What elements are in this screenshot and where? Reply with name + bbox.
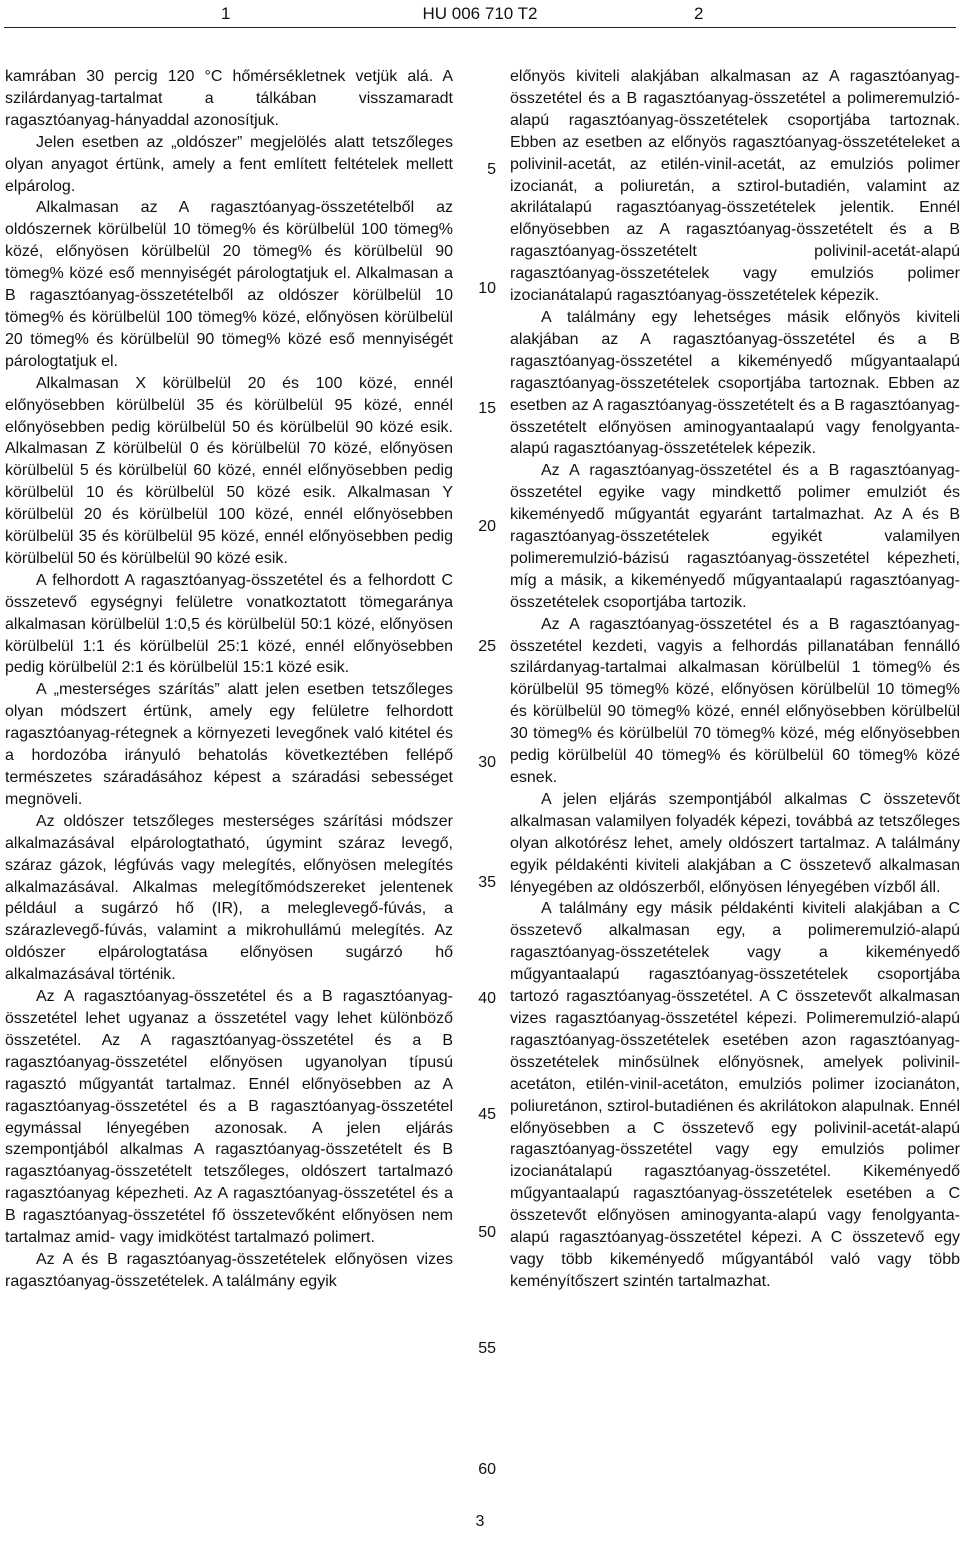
paragraph: kamrában 30 percig 120 °C hőmérsékletnek vetjük alá. A szilárdanyag-tartalmat a tálkában visszamaradt ragasztóanyag-hányaddal azonosítjuk.	[5, 68, 453, 129]
left-page-number: 1	[221, 4, 231, 23]
line-number: 20	[478, 518, 496, 535]
paragraph: Jelen esetben az „oldószer” megjelölés alatt tetszőleges olyan anyagot értünk, amely a fent említett feltételek mellett elpárolog.	[5, 133, 453, 195]
left-column	[5, 66, 453, 1293]
paragraph: A jelen eljárás szempontjából alkalmas C összetevőt alkalmasan valamilyen folyadék képezi, továbbá az tetszőleges olyan alkotórész lehet, amely oldószert tartalmaz. A találmány egyik példakénti kiviteli alakjában a C összetevő alkalmasan lényegében az oldószerből, előnyösen lényegében vízből áll.	[510, 790, 960, 896]
line-number: 15	[478, 400, 496, 417]
line-number: 30	[478, 754, 496, 771]
line-number: 35	[478, 874, 496, 891]
line-number: 10	[478, 280, 496, 297]
paragraph: Alkalmasan X körülbelül 20 és 100 közé, ennél előnyösebben körülbelül 35 és körülbelül 95 közé, ennél előnyösebben pedig körülbelül 50 és körülbelül 90 közé esik. Alkalmasan Z körülbelül 0 és körülbelül 70 közé, előnyösen körülbelül 5 és körülbelül 60 közé, ennél előnyösebben pedig körülbelül 10 és körülbelül 50 közé esik. Alkalmasan Y körülbelül 20 és körülbelül 100 közé, ennél előnyösebben körülbelül 35 és körülbelül 95 közé, ennél előnyösebben pedig körülbelül 50 és körülbelül 90 közé esik.	[5, 374, 453, 567]
paragraph: előnyös kiviteli alakjában alkalmasan az A ragasztóanyag-összetétel és a B ragasztóanyag-összetétel a polimeremulzió-alapú ragasztóanyag-összetételek csoportjába tartoznak. Ebben az esetben az előnyös ragasztóanyag-összetételeket a polivinil-acetát, az etilén-vinil-acetát, az emulziós polimer izocianát, a poliuretán, a sztirol-butadién, valamint az akrilátalapú ragasztóanyag-összetételek jelentik. Ennél előnyösebben az A ragasztóanyag-összetételt és a B ragasztóanyag-összetételt polivinil-acetát-alapú ragasztóanyag-összetételek vagy emulziós polimer izocianátalapú ragasztóanyag-összetételek képezik.	[510, 68, 960, 305]
line-number: 40	[478, 990, 496, 1007]
right-page-number: 2	[694, 4, 704, 23]
paragraph: Alkalmasan az A ragasztóanyag-összetételből az oldószernek körülbelül 10 tömeg% és körülbelül 100 tömeg% közé, előnyösen körülbelül 20 tömeg% és körülbelül 90 tömeg% közé eső mennyiségét párologtatjuk el. Alkalmasan a B ragasztóanyag-összetételből az oldószer körülbelül 10 tömeg% és körülbelül 100 tömeg% közé, előnyösen körülbelül 20 tömeg% és körülbelül 90 tömeg% közé eső mennyiségét párologtatjuk el.	[5, 199, 453, 370]
paragraph: A találmány egy lehetséges másik előnyös kiviteli alakjában az A ragasztóanyag-összetétel és a B ragasztóanyag-összetétel a kikeményedő műgyantaalapú ragasztóanyag-összetételek csoportjába tartoznak. Ebben az esetben az A ragasztóanyag-összetételt és a B ragasztóanyag-összetételt előnyösen aminogyantaalapú vagy fenolgyanta-alapú ragasztóanyag-összetételek képezik.	[510, 308, 960, 458]
line-number: 50	[478, 1224, 496, 1241]
line-number: 25	[478, 638, 496, 655]
paragraph: A felhordott A ragasztóanyag-összetétel és a felhordott C összetevő egységnyi felületre vonatkoztatott tömegaránya alkalmasan körülbelül 1:0,5 és körülbelül 50:1 közé, előnyösen körülbelül 1:1 és körülbelül 25:1 közé, ennél előnyösebben pedig körülbelül 2:1 és körülbelül 15:1 közé esik.	[5, 571, 453, 677]
paragraph: Az A ragasztóanyag-összetétel és a B ragasztóanyag-összetétel kezdeti, vagyis a felhordás pillanatában fennálló szilárdanyag-tartalmai alkalmasan körülbelül 1 tömeg% és körülbelül 95 tömeg% közé, előnyösen körülbelül 10 tömeg% és körülbelül 90 tömeg% közé, ennél előnyösebben körülbelül 30 tömeg% és körülbelül 70 tömeg% közé, még előnyösebben pedig körülbelül 40 tömeg% és körülbelül 60 tömeg% közé esnek.	[510, 615, 960, 786]
page-number: 3	[475, 1513, 485, 1530]
paragraph: Az A ragasztóanyag-összetétel és a B ragasztóanyag-összetétel egyike vagy mindkettő polimer emulziót és kikeményedő műgyantát egyaránt tartalmazhat. Az A és B ragasztóanyag-összetételek egyikét valamilyen polimeremulzió-bázisú ragasztóanyag-összetétel képezheti, míg a másik, a kikeményedő műgyantaalapú ragasztóanyag-összetételek csoportjába tartozik.	[510, 462, 960, 611]
paragraph: A találmány egy másik példakénti kiviteli alakjában a C összetevő alkalmasan egy, a polimeremulzió-alapú ragasztóanyag-összetételek vagy a kikeményedő műgyantaalapú ragasztóanyag-összetételek csoportjába tartozó ragasztóanyag-összetétel. A C összetevőt alkalmasan vizes ragasztóanyag-összetétel képezi. Polimeremulzió-alapú ragasztóanyag-összetételek esetében azon ragasztóanyag-összetételek minősülnek előnyösnek, amelyek polivinil-acetáton, etilén-vinil-acetáton, emulziós polimer izocianáton, poliuretánon, sztirol-butadiénen és akrilátokon alapulnak. Ennél előnyösebben a C összetevő egy polivinil-acetát-alapú ragasztóanyag-összetétel vagy egy emulziós polimer izocianátalapú ragasztóanyag-összetétel. Kikeményedő műgyantaalapú ragasztóanyag-összetételek esetében a C összetevőt előnyösen aminogyanta-alapú vagy fenolgyanta-alapú ragasztóanyag-összetétel képezi. A C összetevő egy vagy több kikeményedő műgyantából való vagy több keményítőszert szintén tartalmazhat.	[510, 900, 960, 1290]
line-number: 5	[487, 161, 496, 178]
paragraph: A „mesterséges szárítás” alatt jelen esetben tetszőleges olyan módszert értünk, amely egy felületre felhordott ragasztóanyag-rétegnek a környezeti levegőnek való kitétel és a hordozóba irányuló behatolás következtében fellépő természetes száradásához képest a száradási sebességet megnöveli.	[5, 681, 453, 808]
patent-id: HU 006 710 T2	[422, 4, 538, 23]
line-number: 60	[478, 1461, 496, 1478]
line-number: 55	[478, 1340, 496, 1357]
right-column	[510, 66, 960, 1293]
paragraph: Az A és B ragasztóanyag-összetételek előnyösen vizes ragasztóanyag-összetételek. A találmány egyik	[5, 1250, 453, 1290]
paragraph: Az A ragasztóanyag-összetétel és a B ragasztóanyag-összetétel lehet ugyanaz a összetétel vagy lehet különböző összetétel. Az A ragasztóanyag-összetétel és a B ragasztóanyag-összetétel előnyösen ugyanolyan típusú ragasztó műgyantát tartalmaz. Ennél előnyösebben az A ragasztóanyag-összetétel és a B ragasztóanyag-összetétel egymással lényegében azonosak. A jelen eljárás szempontjából alkalmas A ragasztóanyag-összetételt és B ragasztóanyag-összetételt tetszőleges, oldószert tartalmazó ragasztóanyag képezheti. Az A ragasztóanyag-összetétel és a B ragasztóanyag-összetétel fő összetevőként előnyösen nem tartalmaz amid- vagy imidkötést tartalmazó polimert.	[5, 988, 453, 1247]
header-rule	[4, 27, 956, 28]
paragraph: Az oldószer tetszőleges mesterséges szárítási módszer alkalmazásával elpárologtatható, úgymint száraz levegő, száraz gázok, légfúvás vagy melegítés, előnyösen melegítés alkalmazásával. Alkalmas melegítőmódszereket jelentenek például a sugárzó hő (IR), a meleglevegő-fúvás, a szárazlevegő-fúvás, valamint a mikrohullámú melegítés. Az oldószer elpárologtatása előnyösen sugárzó hő alkalmazásával történik.	[5, 812, 453, 984]
line-number: 45	[478, 1106, 496, 1123]
